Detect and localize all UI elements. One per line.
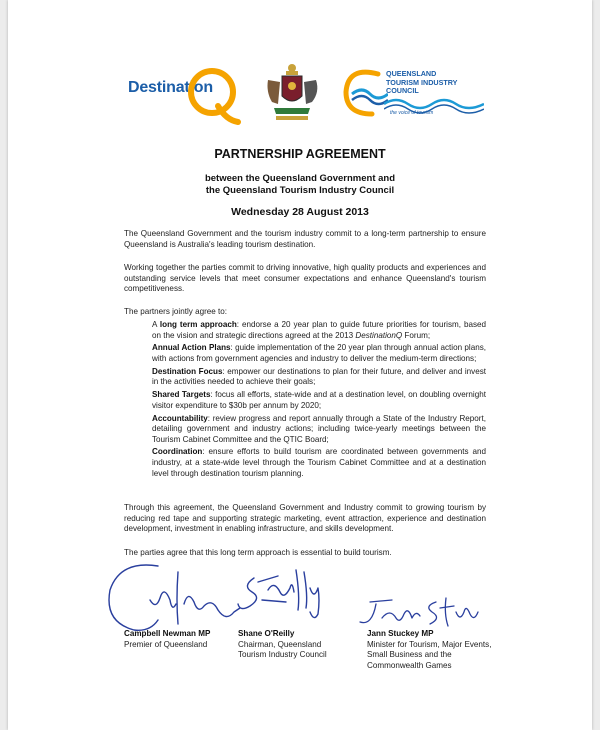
signatory-1-title: Premier of Queensland	[124, 639, 208, 649]
signatory-2-title-line-1: Chairman, Queensland	[238, 639, 322, 649]
qtic-line-2: TOURISM INDUSTRY	[386, 77, 458, 87]
signatory-2-title-line-2: Tourism Industry Council	[238, 650, 327, 660]
signatory-3-name: Jann Stuckey MP	[367, 629, 434, 638]
signatory-3-title-line-1: Minister for Tourism, Major Events,	[367, 639, 492, 649]
signatory-2	[238, 629, 327, 661]
signatory-3-title-line-2: Small Business and the	[367, 650, 452, 660]
qtic-line-1: QUEENSLAND	[386, 69, 437, 78]
destination-q-wordmark: Destination	[128, 79, 213, 96]
signatory-3-title-line-3: Commonwealth Games	[367, 660, 452, 670]
agreement-date: Wednesday 28 August 2013	[231, 206, 369, 218]
signatory-1	[124, 629, 210, 650]
list-item: A long term approach: endorse a 20 year plan to guide future priorities for tourism, based on the vision and strategic directions agreed at the 2013 DestinationQ Forum;	[152, 320, 486, 340]
list-item: Coordination: ensure efforts to build tourism are coordinated between governments and industry, at a state-wide level through the Tourism Cabinet Committee and at a destination level through destination tourism planning.	[152, 447, 486, 478]
signature-shane-oreilly	[238, 570, 319, 618]
paragraph-commitment: The Queensland Government and the tourism industry commit to a long-term partnership to ensure Queensland is Australia's leading tourism destination.	[124, 229, 486, 249]
qtic-tagline: the voice of tourism	[390, 110, 434, 116]
paragraph-working-together: Working together the parties commit to driving innovative, high quality products and experiences and outstanding service levels that meet consumer expectations and enhance Queensland's tourism competitiveness.	[124, 263, 486, 294]
document-title: PARTNERSHIP AGREEMENT	[214, 147, 386, 161]
subtitle-line-1: between the Queensland Government and	[204, 173, 396, 184]
signatory-2-name: Shane O'Reilly	[238, 629, 295, 638]
list-item: Shared Targets: focus all efforts, state-wide and at a destination level, on doubling overnight visitor expenditure to $30b per annum by 2020;	[152, 390, 486, 410]
signature-campbell-newman	[109, 565, 240, 630]
signature-jann-stuckey	[360, 598, 478, 626]
list-item: Accountability: review progress and report annually through a State of the Industry Report, detailing government and industry actions; including twice-yearly meetings between the Tourism Cabinet Committee and the QTIC Board;	[152, 413, 486, 444]
paragraph-through-agreement: Through this agreement, the Queensland Government and Industry commit to growing tourism by reducing red tape and supporting strategic marketing, event attraction, experience and destination development, investment in enabling infrastructure, and skills development.	[124, 503, 486, 534]
signatory-1-name: Campbell Newman MP	[124, 629, 211, 638]
signatory-3	[367, 629, 491, 671]
qtic-line-3: COUNCIL	[386, 86, 419, 95]
list-item: Destination Focus: empower our destinations to plan for their future, and deliver and invest in the activities needed to achieve their goals;	[152, 366, 486, 387]
list-item: Annual Action Plans: guide implementation of the 20 year plan through annual action plans, with actions from government agencies and industry to deliver the medium-term directions;	[152, 343, 486, 363]
subtitle-line-2: the Queensland Tourism Industry Council	[205, 185, 395, 196]
paragraph-intro: The partners jointly agree to:	[124, 307, 228, 316]
paragraph-parties-agree: The parties agree that this long term approach is essential to build tourism.	[124, 548, 392, 557]
